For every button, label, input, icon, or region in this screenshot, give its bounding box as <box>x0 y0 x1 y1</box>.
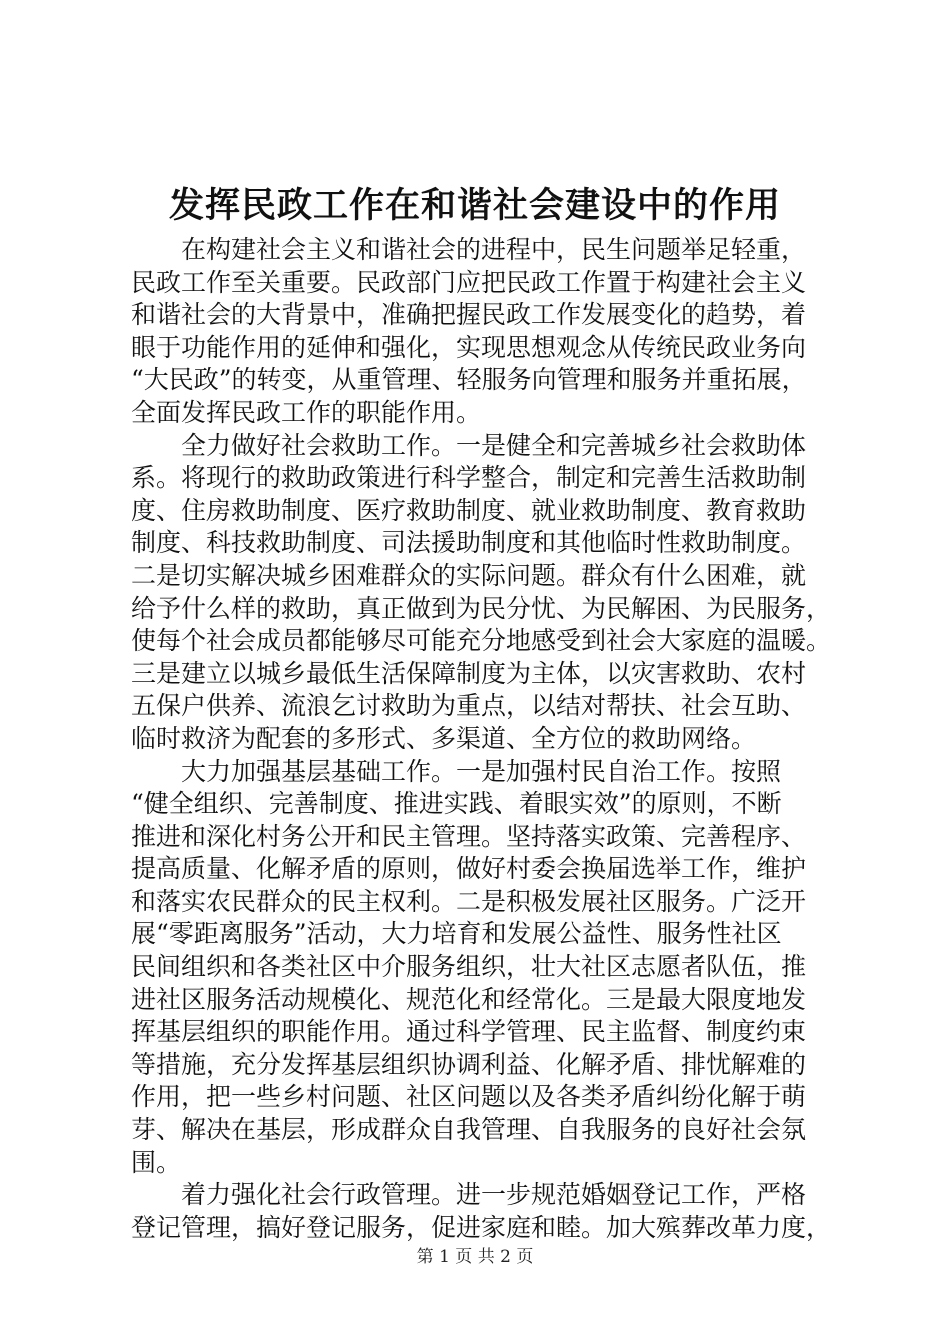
text-line: 系。将现行的救助政策进行科学整合，制定和完善生活救助制 <box>131 463 807 493</box>
text-line: 使每个社会成员都能够尽可能充分地感受到社会大家庭的温暖。 <box>131 626 832 656</box>
text-line: 展“零距离服务”活动，大力培育和发展公益性、服务性社区 <box>131 919 782 949</box>
text-line: 进社区服务活动规模化、规范化和经常化。三是最大限度地发 <box>131 984 807 1014</box>
text-line: 挥基层组织的职能作用。通过科学管理、民主监督、制度约束 <box>131 1017 807 1047</box>
text-line: 民间组织和各类社区中介服务组织，壮大社区志愿者队伍，推 <box>131 952 807 982</box>
text-line: 二是切实解决城乡困难群众的实际问题。群众有什么困难，就 <box>131 560 807 590</box>
document-body <box>131 234 831 1244</box>
paragraph <box>131 1179 831 1244</box>
paragraph <box>131 234 831 430</box>
text-line: 围。 <box>131 1147 182 1177</box>
text-line: 大力加强基层基础工作。一是加强村民自治工作。按照 <box>181 756 782 786</box>
page-footer: 第 1 页 共 2 页 <box>416 1247 534 1267</box>
text-line: 五保户供养、流浪乞讨救助为重点，以结对帮扶、社会互助、 <box>131 691 807 721</box>
text-line: 提高质量、化解矛盾的原则，做好村委会换届选举工作，维护 <box>131 854 807 884</box>
text-line: 三是建立以城乡最低生活保障制度为主体，以灾害救助、农村 <box>131 658 807 688</box>
text-line: 制度、科技救助制度、司法援助制度和其他临时性救助制度。 <box>131 528 807 558</box>
text-line: 和谐社会的大背景中，准确把握民政工作发展变化的趋势，着 <box>131 300 807 330</box>
text-line: 民政工作至关重要。民政部门应把民政工作置于构建社会主义 <box>131 267 807 297</box>
text-line: 推进和深化村务公开和民主管理。坚持落实政策、完善程序、 <box>131 821 807 851</box>
text-line: 眼于功能作用的延伸和强化，实现思想观念从传统民政业务向 <box>131 332 807 362</box>
text-line: 度、住房救助制度、医疗救助制度、就业救助制度、教育救助 <box>131 495 807 525</box>
text-line: 全力做好社会救助工作。一是健全和完善城乡社会救助体 <box>181 430 807 460</box>
text-line: 给予什么样的救助，真正做到为民分忧、为民解困、为民服务， <box>131 593 832 623</box>
paragraph <box>131 756 831 1180</box>
text-line: 登记管理，搞好登记服务，促进家庭和睦。加大殡葬改革力度， <box>131 1212 832 1242</box>
text-line: 和落实农民群众的民主权利。二是积极发展社区服务。广泛开 <box>131 886 807 916</box>
text-line: 芽、解决在基层，形成群众自我管理、自我服务的良好社会氛 <box>131 1115 807 1145</box>
text-line: 等措施，充分发挥基层组织协调利益、化解矛盾、排忧解难的 <box>131 1049 807 1079</box>
paragraph <box>131 430 831 756</box>
text-line: 作用，把一些乡村问题、社区问题以及各类矛盾纠纷化解于萌 <box>131 1082 807 1112</box>
text-line: 全面发挥民政工作的职能作用。 <box>131 397 482 427</box>
document-title: 发挥民政工作在和谐社会建设中的作用 <box>168 185 781 226</box>
text-line: “大民政”的转变，从重管理、轻服务向管理和服务并重拓展， <box>131 365 807 395</box>
text-line: 在构建社会主义和谐社会的进程中，民生问题举足轻重， <box>181 235 807 264</box>
text-line: 着力强化社会行政管理。进一步规范婚姻登记工作，严格 <box>181 1180 807 1210</box>
text-line: 临时救济为配套的多形式、多渠道、全方位的救助网络。 <box>131 723 757 753</box>
text-line: “健全组织、完善制度、推进实践、着眼实效”的原则，不断 <box>131 789 782 819</box>
